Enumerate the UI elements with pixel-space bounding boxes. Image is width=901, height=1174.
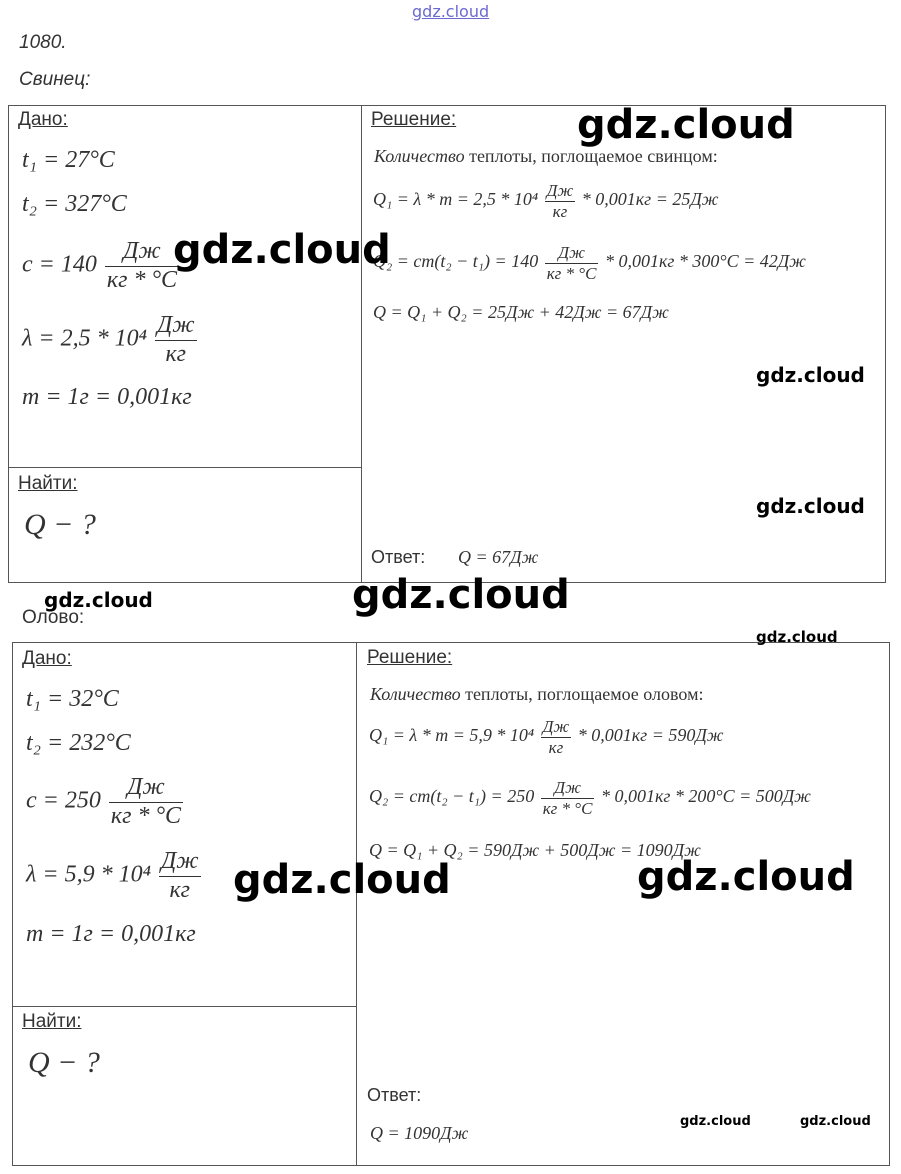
- solution-intro-text: теплоты, поглощаемое оловом:: [465, 684, 704, 704]
- tin-table-divider: [356, 642, 357, 1165]
- given-c-numerator: Дж: [109, 774, 183, 803]
- answer-label: Ответ:: [371, 547, 426, 567]
- solution-intro-word: Количество: [370, 684, 461, 704]
- q2-suffix: * 0,001кг * 300°C = 42Дж: [604, 251, 806, 272]
- given-lambda-prefix: λ = 5,9 * 10⁴: [26, 861, 151, 888]
- q1-suffix: * 0,001кг = 25Дж: [581, 189, 719, 210]
- given-lambda-prefix: λ = 2,5 * 10⁴: [22, 325, 147, 352]
- section-heading-tin: Олово:: [22, 607, 85, 628]
- q2-denominator: кг * °C: [546, 263, 597, 283]
- solution-q2: [373, 243, 806, 283]
- q1-denominator: кг: [552, 201, 568, 221]
- watermark: gdz.cloud: [756, 628, 838, 646]
- given-t2: t₂ = 327°C: [22, 191, 127, 217]
- q1-suffix: * 0,001кг = 590Дж: [577, 725, 724, 746]
- given-c-fraction: [109, 774, 183, 830]
- find-label: Найти:: [18, 473, 78, 494]
- given-lambda-numerator: Дж: [155, 312, 197, 341]
- solution-q2: [369, 778, 811, 818]
- given-t2: t₂ = 232°C: [26, 730, 131, 756]
- watermark: gdz.cloud: [577, 102, 795, 148]
- solution-intro-word: Количество: [374, 146, 465, 166]
- q2-prefix: Q₂ = cm(t₂ − t₁) = 140: [373, 251, 539, 272]
- watermark: gdz.cloud: [756, 363, 865, 387]
- answer-value: Q = 1090Дж: [370, 1123, 469, 1143]
- watermark: gdz.cloud: [233, 857, 451, 903]
- q1-prefix: Q₁ = λ * m = 2,5 * 10⁴: [373, 189, 539, 210]
- solution-q1: [369, 717, 724, 757]
- q1-numerator: Дж: [542, 717, 570, 736]
- given-label: Дано:: [18, 109, 68, 130]
- section-heading-lead: Свинец:: [19, 69, 91, 90]
- q1-denominator: кг: [548, 737, 564, 757]
- q1-numerator: Дж: [546, 181, 574, 200]
- answer-value: Q = 67Дж: [458, 547, 539, 567]
- solution-q-total: Q = Q₁ + Q₂ = 25Дж + 42Дж = 67Дж: [373, 302, 669, 322]
- given-c-fraction: [105, 238, 179, 294]
- given-specific-heat: [26, 774, 185, 830]
- given-specific-fusion: [22, 312, 199, 368]
- given-specific-fusion: [26, 848, 203, 904]
- q1-fraction: [541, 717, 572, 757]
- q2-numerator: Дж: [541, 778, 595, 799]
- solution-intro: [370, 684, 703, 705]
- watermark: gdz.cloud: [756, 494, 865, 518]
- find-value: Q − ?: [28, 1046, 100, 1079]
- solution-label: Решение:: [367, 647, 453, 668]
- given-c-numerator: Дж: [105, 238, 179, 267]
- given-label: Дано:: [22, 648, 72, 669]
- solution-label: Решение:: [371, 109, 457, 130]
- given-c-prefix: c = 250: [26, 787, 101, 814]
- find-label: Найти:: [22, 1011, 82, 1032]
- q1-fraction: [545, 181, 576, 221]
- given-t1: t₁ = 27°C: [22, 147, 115, 173]
- q2-numerator: Дж: [545, 243, 599, 264]
- q2-denominator: кг * °C: [542, 798, 593, 818]
- watermark: gdz.cloud: [800, 1114, 871, 1129]
- problem-number: 1080.: [19, 32, 67, 53]
- solution-intro: [374, 146, 718, 167]
- tin-given-find-divider: [12, 1006, 356, 1007]
- lead-table-divider: [361, 105, 362, 582]
- given-t1: t₁ = 32°C: [26, 686, 119, 712]
- given-lambda-denominator: кг: [165, 340, 187, 367]
- given-c-denominator: кг * °C: [110, 802, 182, 829]
- given-lambda-fraction: [159, 848, 201, 904]
- q2-suffix: * 0,001кг * 200°C = 500Дж: [600, 786, 811, 807]
- watermark: gdz.cloud: [173, 227, 391, 273]
- solution-intro-text: теплоты, поглощаемое свинцом:: [469, 146, 718, 166]
- q2-fraction: [545, 243, 599, 283]
- watermark: gdz.cloud: [637, 854, 855, 900]
- q2-prefix: Q₂ = cm(t₂ − t₁) = 250: [369, 786, 535, 807]
- given-lambda-denominator: кг: [169, 876, 191, 903]
- given-c-prefix: c = 140: [22, 251, 97, 278]
- q2-fraction: [541, 778, 595, 818]
- given-mass: m = 1г = 0,001кг: [26, 921, 196, 947]
- find-value: Q − ?: [24, 508, 96, 541]
- given-specific-heat: [22, 238, 181, 294]
- given-lambda-numerator: Дж: [159, 848, 201, 877]
- solution-q1: [373, 181, 719, 221]
- answer-label: Ответ:: [367, 1085, 422, 1105]
- solution-q-total: Q = Q₁ + Q₂ = 590Дж + 500Дж = 1090Дж: [369, 840, 701, 860]
- watermark: gdz.cloud: [680, 1114, 751, 1129]
- watermark: gdz.cloud: [44, 588, 153, 612]
- given-c-denominator: кг * °C: [106, 266, 178, 293]
- given-mass: m = 1г = 0,001кг: [22, 384, 192, 410]
- q1-prefix: Q₁ = λ * m = 5,9 * 10⁴: [369, 725, 535, 746]
- given-lambda-fraction: [155, 312, 197, 368]
- watermark-top[interactable]: gdz.cloud: [412, 2, 490, 21]
- watermark: gdz.cloud: [352, 572, 570, 618]
- lead-given-find-divider: [8, 467, 361, 468]
